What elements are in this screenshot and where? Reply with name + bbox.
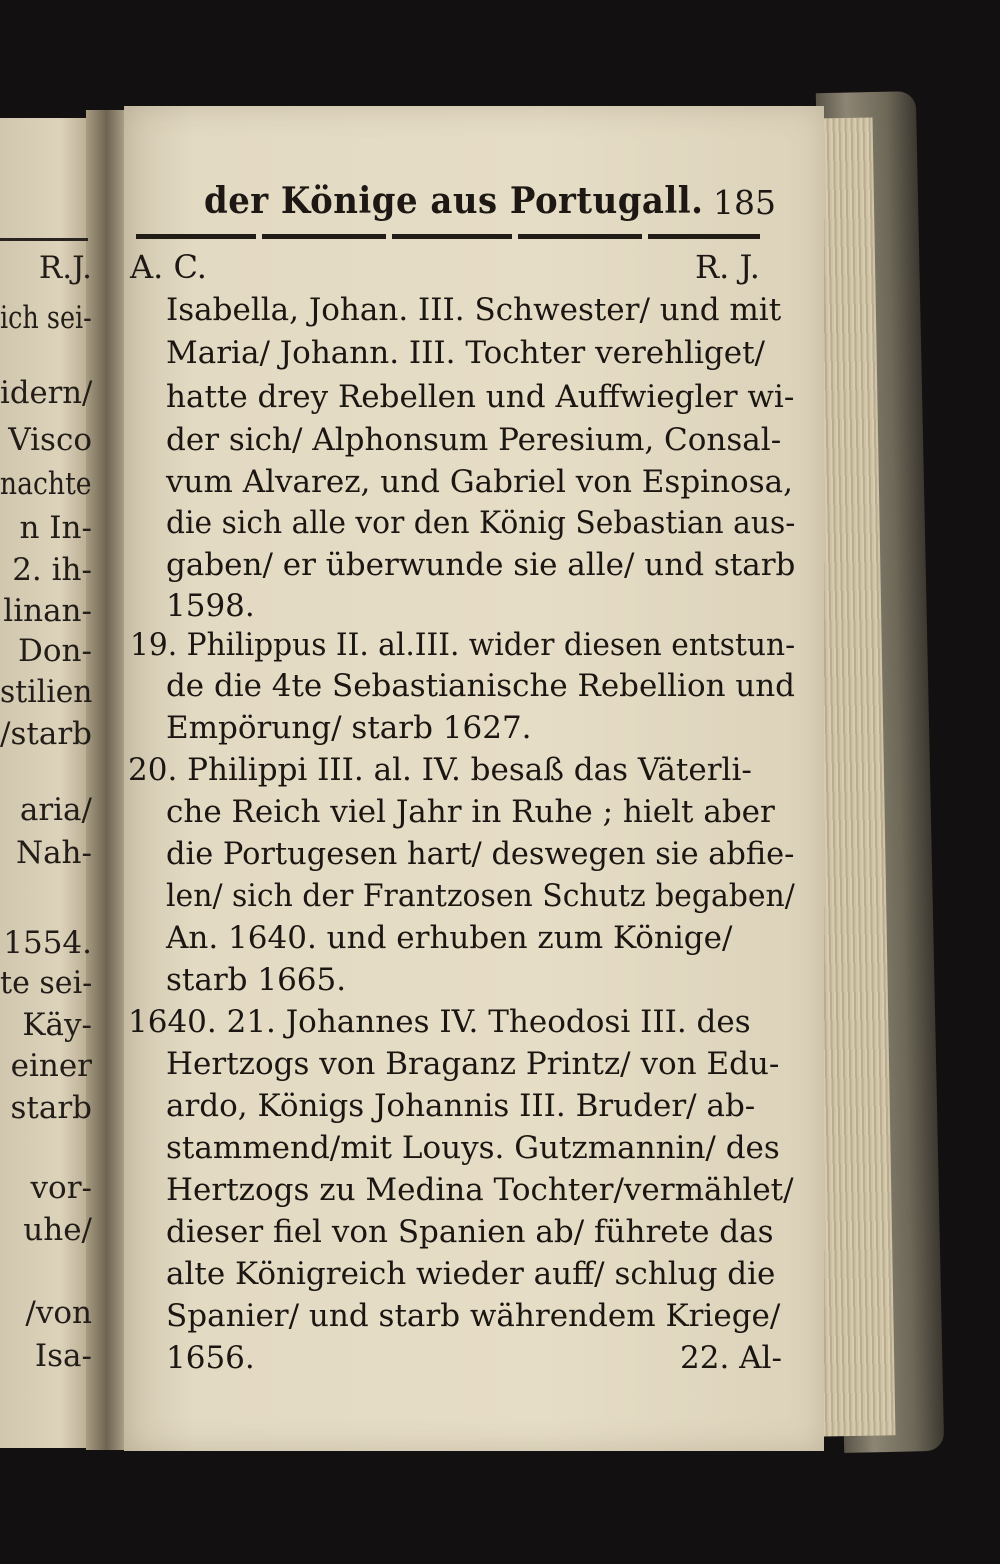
text-line: dieser fiel von Spanien ab/ führete das [166,1214,774,1250]
left-fragment: starb [10,1090,92,1126]
column-head-year: A. C. [130,248,207,286]
left-fragment: Isa- [34,1338,92,1374]
left-fragment: /starb [0,716,92,752]
column-head-reign: R. J. [695,248,760,286]
text-line: hatte drey Rebellen und Auffwiegler wi- [166,379,795,415]
text-line: Spanier/ und starb währendem Kriege/ [166,1298,781,1334]
left-fragment: Nah- [15,835,92,871]
text-line: Maria/ Johann. III. Tochter verehliget/ [166,335,766,371]
left-fragment: n In- [19,510,92,546]
text-line: die sich alle vor den König Sebastian aus- [166,505,796,541]
text-line: 20. Philippi III. al. IV. besaß das Väterli- [128,752,752,788]
text-line: stammend/mit Louys. Gutzmannin/ des [166,1130,780,1166]
text-line: ardo, Königs Johannis III. Bruder/ ab- [166,1088,756,1124]
left-fragment: /von [25,1295,92,1331]
left-fragment: te sei- [0,965,92,1001]
page-number: 185 [713,183,776,222]
text-line: che Reich viel Jahr in Ruhe ; hielt aber [166,794,775,830]
text-line: 19. Philippus II. al.III. wider diesen entstun- [130,627,796,663]
left-fragment: 1554. [3,925,92,961]
left-fragment: Käy- [22,1007,92,1043]
text-line: Hertzogs zu Medina Tochter/vermählet/ [166,1172,794,1208]
running-title: der Könige aus Portugall. [204,180,704,222]
catchword: 22. Al- [680,1340,782,1376]
text-line: die Portugesen hart/ deswegen sie abfie- [166,836,795,872]
text-line: Hertzogs von Braganz Printz/ von Edu- [166,1046,780,1082]
left-fragment: ich sei- [0,300,92,336]
left-fragment: Visco [8,422,92,458]
text-line: Isabella, Johan. III. Schwester/ und mit [166,292,782,328]
left-fragment: uhe/ [23,1212,92,1248]
text-line: de die 4te Sebastianische Rebellion und [166,668,795,704]
left-fragment: R.J. [38,250,92,286]
left-fragment: linan- [3,593,92,629]
left-fragment: Don- [18,633,92,669]
text-line: vum Alvarez, und Gabriel von Espinosa, [166,464,793,500]
text-line: gaben/ er überwunde sie alle/ und starb [166,547,796,583]
text-line: 1640. 21. Johannes IV. Theodosi III. des [128,1004,751,1040]
text-line: starb 1665. [166,962,347,998]
left-fragment: nachte [0,466,92,502]
left-fragment: vor- [30,1170,92,1206]
text-line: An. 1640. und erhuben zum Könige/ [166,920,733,956]
left-fragment: stilien [0,674,92,710]
left-fragment: einer [10,1048,92,1084]
text-line: len/ sich der Frantzosen Schutz begaben/ [166,878,795,914]
text-line: 1598. [166,588,255,624]
text-line: alte Königreich wieder auff/ schlug die [166,1256,776,1292]
left-fragment: idern/ [0,375,92,411]
text-line: 1656. [166,1340,255,1376]
text-line: Empörung/ starb 1627. [166,710,532,746]
text-line: der sich/ Alphonsum Peresium, Consal- [166,422,782,458]
left-fragment: aria/ [19,792,92,828]
left-fragment: 2. ih- [12,552,92,588]
